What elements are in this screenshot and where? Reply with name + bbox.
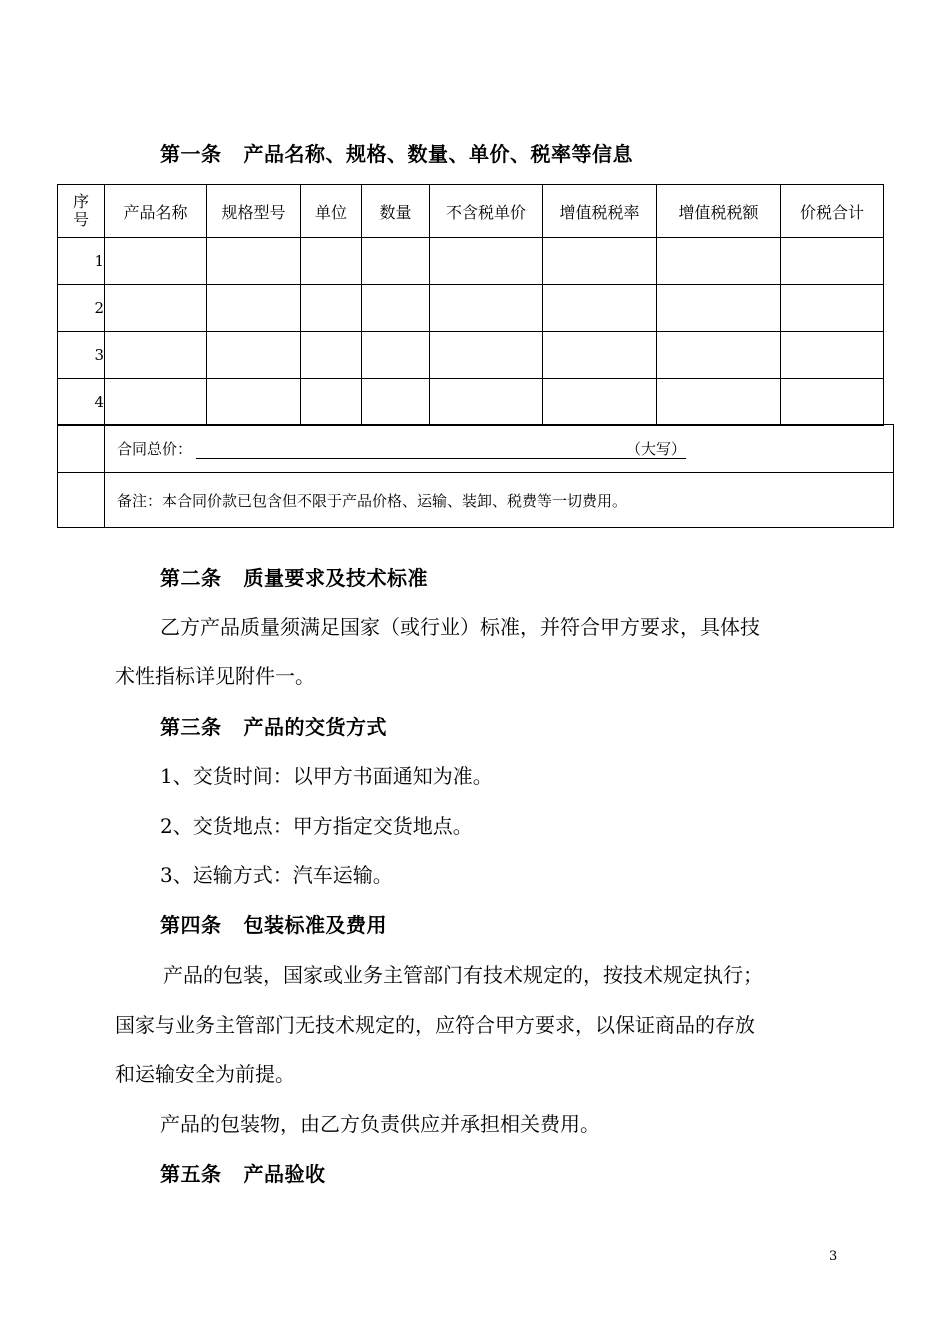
remark-row	[58, 473, 894, 528]
cell	[207, 238, 301, 285]
table-header-row	[58, 185, 884, 238]
row-index: 1	[58, 238, 105, 285]
summary-blank-cell	[58, 473, 105, 528]
section-4-paragraph-line3: 和运输安全为前提。	[115, 1062, 295, 1086]
cell	[207, 379, 301, 426]
delivery-place-item: 2、交货地点：甲方指定交货地点。	[160, 814, 473, 838]
table-row	[58, 285, 884, 332]
cell	[362, 332, 430, 379]
cell	[430, 285, 543, 332]
cell	[543, 332, 657, 379]
table-row	[58, 332, 884, 379]
cell	[362, 285, 430, 332]
section-1-number: 第一条	[160, 142, 222, 166]
summary-table	[57, 424, 894, 528]
cell	[430, 332, 543, 379]
total-price-row	[58, 425, 894, 473]
cell	[781, 238, 884, 285]
header-seq	[58, 185, 105, 238]
table-row	[58, 238, 884, 285]
row-index: 2	[58, 285, 105, 332]
cell	[301, 238, 362, 285]
header-unit: 单位	[301, 185, 362, 238]
section-4-heading	[160, 909, 387, 938]
delivery-time-item: 1、交货时间：以甲方书面通知为准。	[160, 764, 493, 788]
cell	[301, 379, 362, 426]
cell	[207, 332, 301, 379]
header-vat-rate: 增值税税率	[543, 185, 657, 238]
section-3-number: 第三条	[160, 715, 222, 739]
transport-mode-item: 3、运输方式：汽车运输。	[160, 863, 393, 887]
header-seq-line2: 号	[72, 210, 89, 229]
total-price-label: 合同总价：	[117, 440, 193, 458]
cell	[781, 379, 884, 426]
summary-blank-cell	[58, 425, 105, 473]
total-price-field	[196, 440, 616, 459]
product-table	[57, 184, 884, 426]
cell	[105, 379, 207, 426]
cell	[105, 285, 207, 332]
row-index: 4	[58, 379, 105, 426]
cell	[657, 379, 781, 426]
table-row	[58, 379, 884, 426]
section-3-title: 产品的交货方式	[243, 715, 387, 739]
section-5-heading	[160, 1158, 326, 1187]
section-4-paragraph-line2: 国家与业务主管部门无技术规定的，应符合甲方要求，以保证商品的存放	[115, 1013, 755, 1037]
section-5-title: 产品验收	[243, 1162, 326, 1186]
total-price-upper: （大写）	[616, 440, 686, 459]
section-1-heading	[160, 138, 633, 167]
cell	[301, 332, 362, 379]
row-index: 3	[58, 332, 105, 379]
header-total: 价税合计	[781, 185, 884, 238]
cell	[543, 379, 657, 426]
section-4-paragraph-2: 产品的包装物，由乙方负责供应并承担相关费用。	[160, 1112, 600, 1136]
cell	[430, 238, 543, 285]
header-vat-amount: 增值税税额	[657, 185, 781, 238]
section-4-number: 第四条	[160, 913, 222, 937]
total-price-cell	[105, 425, 894, 473]
cell	[362, 238, 430, 285]
section-5-number: 第五条	[160, 1162, 222, 1186]
section-2-paragraph-line2: 术性指标详见附件一。	[115, 664, 315, 688]
header-seq-line1: 序	[72, 192, 89, 211]
cell	[781, 332, 884, 379]
cell	[207, 285, 301, 332]
remark-cell: 备注：本合同价款已包含但不限于产品价格、运输、装卸、税费等一切费用。	[105, 473, 894, 528]
section-4-paragraph-line1: 产品的包装，国家或业务主管部门有技术规定的，按技术规定执行；	[163, 963, 763, 987]
cell	[657, 285, 781, 332]
cell	[543, 238, 657, 285]
header-name: 产品名称	[105, 185, 207, 238]
section-2-number: 第二条	[160, 566, 222, 590]
header-price-ex-tax: 不含税单价	[430, 185, 543, 238]
cell	[105, 238, 207, 285]
section-1-title: 产品名称、规格、数量、单价、税率等信息	[243, 142, 633, 166]
cell	[657, 238, 781, 285]
cell	[781, 285, 884, 332]
cell	[301, 285, 362, 332]
section-3-heading	[160, 711, 387, 740]
page-number: 3	[829, 1249, 838, 1264]
cell	[430, 379, 543, 426]
header-spec: 规格型号	[207, 185, 301, 238]
header-qty: 数量	[362, 185, 430, 238]
section-2-paragraph-line1: 乙方产品质量须满足国家（或行业）标准，并符合甲方要求，具体技	[160, 615, 760, 639]
section-2-title: 质量要求及技术标准	[243, 566, 428, 590]
cell	[543, 285, 657, 332]
cell	[105, 332, 207, 379]
section-2-heading	[160, 562, 428, 591]
cell	[657, 332, 781, 379]
section-4-title: 包装标准及费用	[243, 913, 387, 937]
cell	[362, 379, 430, 426]
